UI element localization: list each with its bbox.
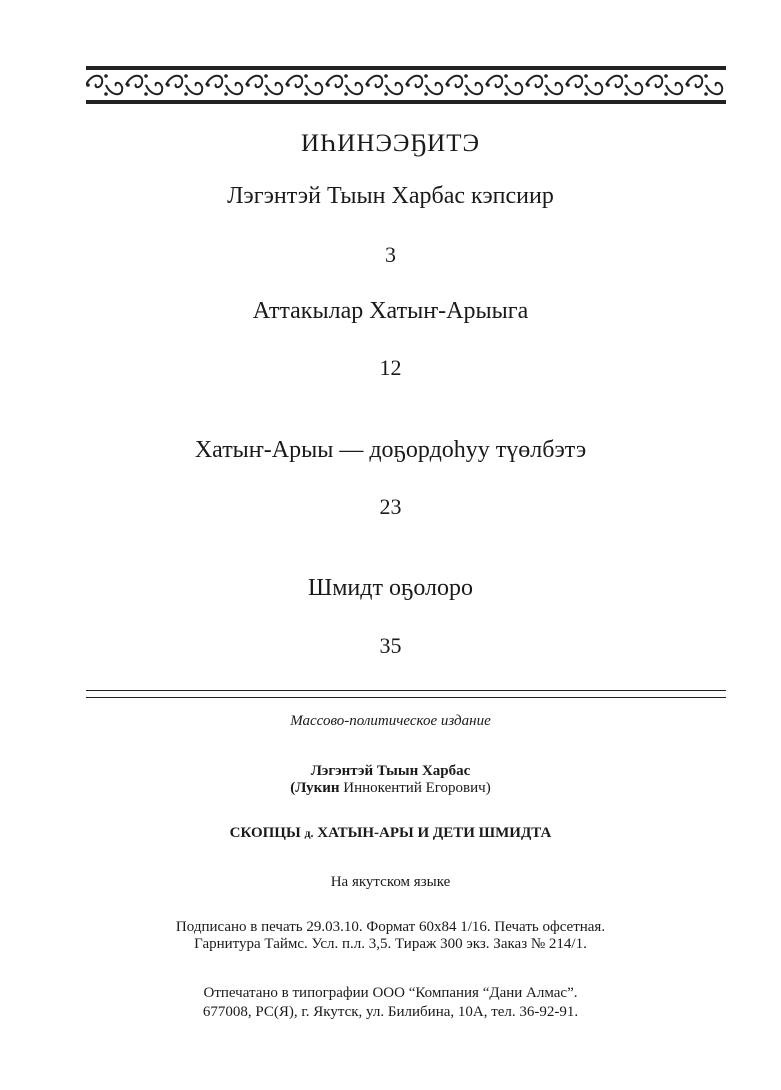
ornament-dot [406, 83, 410, 87]
ornament-dot [624, 74, 628, 78]
imprint-printer-address: 677008, РС(Я), г. Якутск, ул. Билибина, 10А, тел. 36-92-91. [202, 1004, 579, 1020]
ornament-dot [384, 74, 388, 78]
toc-entry-1-page: 3 [385, 242, 396, 267]
ornament-dot [486, 83, 490, 87]
ornament-dot [344, 74, 348, 78]
ornament-dot [366, 83, 370, 87]
ornament-dot [184, 74, 188, 78]
ornament-dot [664, 92, 668, 96]
ornament-dot [504, 74, 508, 78]
ornament-dot [584, 92, 588, 96]
imprint-print-info-1: Подписано в печать 29.03.10. Формат 60х84 1/16. Печать офсетная. [175, 919, 606, 935]
ornament-dot [126, 83, 130, 87]
ornament-dot [304, 92, 308, 96]
ornament-dot [384, 92, 388, 96]
ornament-dot [704, 92, 708, 96]
ornament-dot [424, 74, 428, 78]
ornament-dot [264, 74, 268, 78]
imprint-title-part2: ХАТЫН-АРЫ И ДЕТИ ШМИДТА [313, 825, 552, 841]
ornament-dot [584, 74, 588, 78]
toc-entry-3-title: Хатыҥ-Арыы — доҕордоһуу түөлбэтэ [194, 437, 587, 463]
ornament-dot [326, 83, 330, 87]
imprint-language: На якутском языке [330, 874, 451, 890]
ornament-dot [104, 92, 108, 96]
ornament-dot [424, 92, 428, 96]
ornament-dot [206, 83, 210, 87]
ornament-pattern [86, 70, 726, 100]
ornament-dot [246, 83, 250, 87]
ornament-dot [224, 74, 228, 78]
ornament-dot [526, 83, 530, 87]
ornament-dot [144, 92, 148, 96]
imprint-author-given-names: Иннокентий Егорович) [339, 780, 491, 796]
imprint-author-surname: (Лукин [290, 780, 340, 796]
toc-entry-4-page: 35 [379, 633, 402, 658]
toc-entry-1-title: Лэгэнтэй Тыын Харбас кэпсиир [227, 183, 554, 209]
ornament-dot [144, 74, 148, 78]
ornament-dot [446, 83, 450, 87]
imprint-print-info-2: Гарнитура Таймс. Усл. п.л. 3,5. Тираж 300 экз. Заказ № 214/1. [194, 936, 587, 952]
ornament-dot [264, 92, 268, 96]
imprint-author-realname [0, 779, 781, 797]
toc-entry-4-title: Шмидт оҕолоро [308, 575, 473, 601]
ornament-dot [286, 83, 290, 87]
ornament-dot [184, 92, 188, 96]
ornament-dot [544, 74, 548, 78]
imprint-title-abbrev: д. [304, 826, 314, 840]
ornament-dot [464, 92, 468, 96]
imprint-book-title [0, 824, 781, 842]
ornament-dot [104, 74, 108, 78]
ornament-scrolls [86, 76, 722, 95]
ornament-dot [304, 74, 308, 78]
ornament-dot [686, 83, 690, 87]
ornament-dot [566, 83, 570, 87]
ornament-dot [704, 74, 708, 78]
toc-entry-3-page: 23 [379, 494, 402, 519]
ornament-dot [646, 83, 650, 87]
ornament-dot [606, 83, 610, 87]
ornament-dot [544, 92, 548, 96]
imprint-genre: Массово-политическое издание [290, 713, 491, 729]
ornament-dot [464, 74, 468, 78]
ornament-dot [224, 92, 228, 96]
toc-heading: ИҺИНЭЭҔИТЭ [300, 130, 481, 157]
toc-entry-2-page: 12 [379, 355, 402, 380]
imprint-author-pseudonym: Лэгэнтэй Тыын Харбас [310, 763, 471, 779]
imprint-title-part1: СКОПЦЫ [229, 825, 305, 841]
ornament-dot [624, 92, 628, 96]
ornament-dot [504, 92, 508, 96]
ornament-dot [86, 83, 90, 87]
imprint-printer-line: Отпечатано в типографии ООО “Компания “Дани Алмас”. [203, 985, 578, 1001]
ornament-dot [664, 74, 668, 78]
ornament-dot [344, 92, 348, 96]
toc-entry-2-title: Аттакылар Хатыҥ-Арыыга [252, 298, 529, 324]
double-rule-divider [86, 690, 726, 698]
ornament-dot [166, 83, 170, 87]
ornament-band [86, 66, 726, 104]
